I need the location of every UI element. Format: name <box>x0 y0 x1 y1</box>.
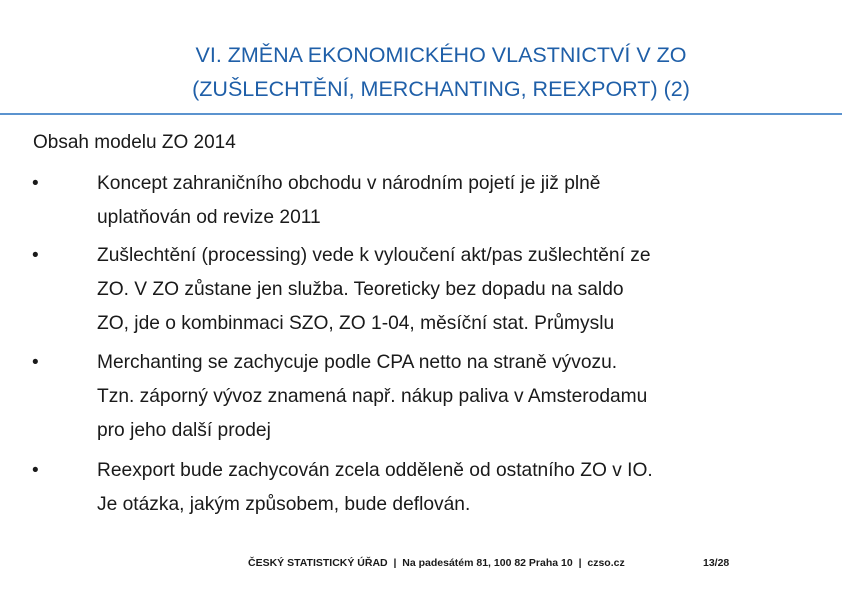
bullet-text-line: Koncept zahraničního obchodu v národním pojetí je již plně <box>97 173 601 194</box>
slide-title <box>60 38 822 106</box>
page-number: 13/28 <box>703 557 730 569</box>
bullet-text-line: pro jeho další prodej <box>97 420 271 441</box>
bullet-text <box>97 239 807 341</box>
bullet-text-line: ZO, jde o kombinmaci SZO, ZO 1-04, měsíční stat. Průmyslu <box>97 313 615 334</box>
footer-organization: ČESKÝ STATISTICKÝ ÚŘAD <box>248 557 388 569</box>
subheading: Obsah modelu ZO 2014 <box>33 132 236 153</box>
title-divider <box>0 113 842 115</box>
bullet-text-line: Je otázka, jakým způsobem, bude deflován. <box>97 494 471 515</box>
bullet-text <box>97 167 807 235</box>
footer-address: Na padesátém 81, 100 82 Praha 10 <box>402 557 573 569</box>
bullet-text-line: uplatňován od revize 2011 <box>97 207 321 228</box>
bullet-text <box>97 454 807 522</box>
bullet-text-line: Tzn. záporný vývoz znamená např. nákup paliva v Amsterodamu <box>97 386 648 407</box>
bullet-text-line: Reexport bude zachycován zcela odděleně od ostatního ZO v IO. <box>97 460 653 481</box>
footer <box>248 557 625 569</box>
bullet-marker: • <box>32 460 39 481</box>
bullet-text-line: Merchanting se zachycuje podle CPA netto na straně vývozu. <box>97 352 618 373</box>
footer-website-link[interactable]: czso.cz <box>587 557 625 569</box>
bullet-text <box>97 346 807 448</box>
bullet-text-line: ZO. V ZO zůstane jen služba. Teoreticky bez dopadu na saldo <box>97 279 624 300</box>
bullet-marker: • <box>32 245 39 266</box>
footer-separator: | <box>578 557 582 569</box>
slide-title-line-2: (ZUŠLECHTĚNÍ, MERCHANTING, REEXPORT) (2) <box>192 77 690 101</box>
bullet-marker: • <box>32 173 39 194</box>
footer-separator: | <box>393 557 397 569</box>
bullet-marker: • <box>32 352 39 373</box>
bullet-text-line: Zušlechtění (processing) vede k vyloučení akt/pas zušlechtění ze <box>97 245 651 266</box>
slide-title-line-1: VI. ZMĚNA EKONOMICKÉHO VLASTNICTVÍ V ZO <box>195 43 687 67</box>
